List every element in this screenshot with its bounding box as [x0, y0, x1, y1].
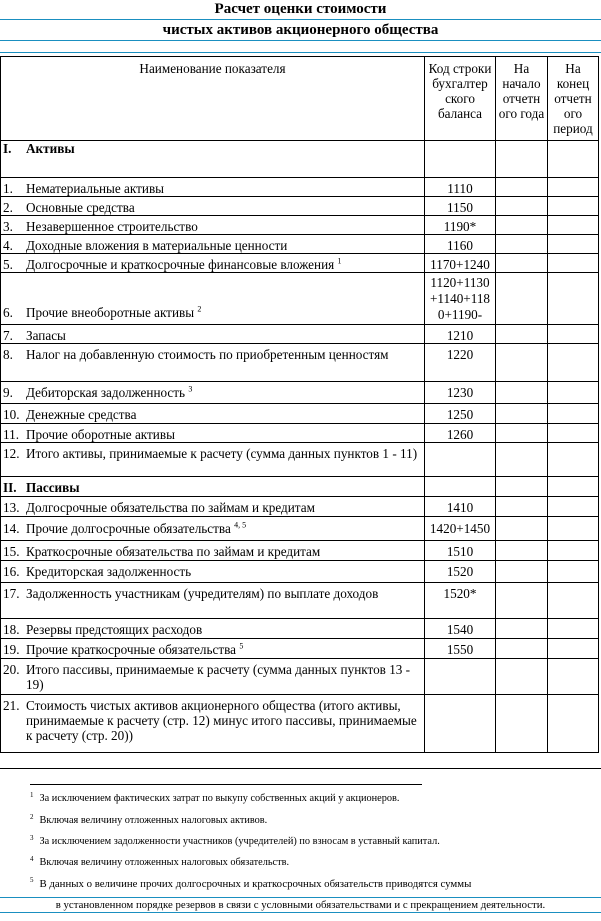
footnote-text: Включая величину отложенных налоговых обязательств. — [39, 857, 290, 868]
row-value-start[interactable] — [496, 517, 548, 541]
row-value-end[interactable] — [548, 659, 599, 695]
row-number: 7. — [3, 328, 13, 343]
row-value-start[interactable] — [496, 344, 548, 382]
row-code: 1540 — [425, 619, 496, 639]
row-label-text: Краткосрочные обязательства по займам и кредитам — [26, 544, 321, 559]
row-label-cell — [1, 517, 425, 541]
row-value-end[interactable] — [548, 695, 599, 753]
row-value-end[interactable] — [548, 273, 599, 325]
footnote-ref: 1 — [337, 256, 342, 266]
row-label — [26, 586, 422, 601]
row-label — [26, 500, 422, 515]
row-value-start[interactable] — [496, 541, 548, 561]
row-value-end[interactable] — [548, 235, 599, 254]
header-period-start: На начало отчетн ого года — [496, 57, 548, 141]
row-value-start[interactable] — [496, 197, 548, 216]
row-value-start[interactable] — [496, 216, 548, 235]
row-value-end[interactable] — [548, 178, 599, 197]
row-label — [26, 328, 422, 343]
table-bottom-rule — [0, 768, 601, 769]
row-label-cell — [1, 404, 425, 424]
row-value-start[interactable] — [496, 382, 548, 404]
footnote — [30, 878, 600, 891]
row-label-cell — [1, 254, 425, 273]
document-title — [0, 0, 601, 41]
row-value-start[interactable] — [496, 178, 548, 197]
table-row — [1, 541, 599, 561]
table-row — [1, 178, 599, 197]
row-label-cell — [1, 344, 425, 382]
row-code: 1420+1450 — [425, 517, 496, 541]
footnote — [30, 792, 600, 805]
table-row — [1, 344, 599, 382]
row-label-text: Итого пассивы, принимаемые к расчету (сумма данных пунктов 13 - 19) — [26, 662, 411, 692]
row-label-cell — [1, 141, 425, 178]
row-label-cell — [1, 443, 425, 477]
row-code — [425, 141, 496, 178]
header-line-code: Код строки бухгалтер ского баланса — [425, 57, 496, 141]
table-row — [1, 197, 599, 216]
row-code: 1250 — [425, 404, 496, 424]
row-code — [425, 659, 496, 695]
row-number: 1. — [3, 181, 13, 196]
row-value-start[interactable] — [496, 235, 548, 254]
row-number: 20. — [3, 662, 20, 677]
table-row — [1, 382, 599, 404]
row-label-text: Пассивы — [26, 480, 80, 495]
row-label-cell — [1, 325, 425, 344]
row-value-start[interactable] — [496, 254, 548, 273]
row-value-end[interactable] — [548, 254, 599, 273]
row-code: 1230 — [425, 382, 496, 404]
row-code: 1510 — [425, 541, 496, 561]
row-label-cell — [1, 695, 425, 753]
row-number: I. — [3, 141, 12, 156]
row-label — [26, 564, 422, 579]
row-code: 1520 — [425, 561, 496, 583]
row-label-text: Прочие оборотные активы — [26, 427, 175, 442]
table-row — [1, 619, 599, 639]
row-label — [26, 141, 422, 156]
row-number: 14. — [3, 521, 20, 536]
table-row — [1, 443, 599, 477]
row-number: 12. — [3, 446, 20, 461]
footnote-text: За исключением фактических затрат по выкупу собственных акций у акционеров. — [39, 793, 400, 804]
row-value-end[interactable] — [548, 344, 599, 382]
row-code: 1190* — [425, 216, 496, 235]
row-label-text: Прочие долгосрочные обязательства — [26, 521, 231, 536]
row-label — [26, 200, 422, 215]
table-row — [1, 659, 599, 695]
row-number: 21. — [3, 698, 20, 713]
row-value-end[interactable] — [548, 141, 599, 178]
row-label-text: Незавершенное строительство — [26, 219, 198, 234]
row-code — [425, 477, 496, 497]
row-value-end[interactable] — [548, 382, 599, 404]
row-label-text: Долгосрочные и краткосрочные финансовые вложения — [26, 257, 335, 272]
row-label-text: Кредиторская задолженность — [26, 564, 192, 579]
row-value-start[interactable] — [496, 583, 548, 619]
footnote-text: За исключением задолженности участников (учредителей) по взносам в уставный капитал. — [39, 836, 440, 847]
row-code: 1210 — [425, 325, 496, 344]
row-label-text: Задолженность участникам (учредителям) по выплате доходов — [26, 586, 379, 601]
row-label-cell — [1, 497, 425, 517]
row-value-end[interactable] — [548, 443, 599, 477]
footnote-continuation: в установленном порядке резервов в связи с условными обязательствами и с прекращением деятельности. — [0, 897, 601, 913]
row-value-start[interactable] — [496, 404, 548, 424]
table-header-row — [1, 57, 599, 141]
row-value-start[interactable] — [496, 659, 548, 695]
table-row — [1, 517, 599, 541]
row-label-text: Денежные средства — [26, 407, 137, 422]
row-number: 3. — [3, 219, 13, 234]
row-code — [425, 695, 496, 753]
row-label-cell — [1, 561, 425, 583]
row-label-cell — [1, 659, 425, 695]
row-label-text: Активы — [26, 141, 75, 156]
row-code: 1220 — [425, 344, 496, 382]
row-label — [26, 698, 422, 743]
row-number: 13. — [3, 500, 20, 515]
row-code: 1550 — [425, 639, 496, 659]
row-label-text: Резервы предстоящих расходов — [26, 622, 203, 637]
row-value-start[interactable] — [496, 325, 548, 344]
row-number: II. — [3, 480, 17, 495]
footnote-ref: 2 — [197, 304, 202, 314]
footnote-ref: 3 — [188, 384, 193, 394]
row-value-end[interactable] — [548, 561, 599, 583]
row-code: 1110 — [425, 178, 496, 197]
net-assets-table — [0, 56, 599, 753]
row-value-end[interactable] — [548, 541, 599, 561]
footnote-mark: 3 — [30, 833, 34, 842]
row-code: 1150 — [425, 197, 496, 216]
header-indicator-name: Наименование показателя — [1, 57, 425, 141]
table-row — [1, 404, 599, 424]
row-number: 6. — [3, 305, 13, 320]
row-value-end[interactable] — [548, 216, 599, 235]
table-row — [1, 141, 599, 178]
footnote-text: Включая величину отложенных налоговых активов. — [39, 815, 268, 826]
row-number: 9. — [3, 385, 13, 400]
row-label — [26, 347, 422, 362]
row-label — [26, 181, 422, 196]
row-label — [26, 257, 422, 272]
row-code: 1520* — [425, 583, 496, 619]
row-number: 18. — [3, 622, 20, 637]
row-code: 1170+1240 — [425, 254, 496, 273]
row-value-start[interactable] — [496, 477, 548, 497]
row-label — [26, 662, 422, 692]
row-label-text: Запасы — [26, 328, 66, 343]
header-period-end: На конец отчетн ого период — [548, 57, 599, 141]
footnote-text: В данных о величине прочих долгосрочных и краткосрочных обязательств приводятся суммы — [39, 878, 472, 890]
title-separator — [0, 52, 601, 53]
row-number: 2. — [3, 200, 13, 215]
row-value-start[interactable] — [496, 619, 548, 639]
row-label — [26, 544, 422, 559]
row-value-start[interactable] — [496, 639, 548, 659]
row-number: 10. — [3, 407, 20, 422]
row-number: 8. — [3, 347, 13, 362]
row-label-text: Доходные вложения в материальные ценности — [26, 238, 288, 253]
row-label-cell — [1, 178, 425, 197]
row-number: 15. — [3, 544, 20, 559]
row-value-start[interactable] — [496, 273, 548, 325]
table-row — [1, 424, 599, 443]
footnote-ref: 5 — [239, 641, 244, 651]
row-label-text: Налог на добавленную стоимость по приобретенным ценностям — [26, 347, 389, 362]
row-label-cell — [1, 382, 425, 404]
row-value-end[interactable] — [548, 404, 599, 424]
table-row — [1, 695, 599, 753]
row-label-text: Дебиторская задолженность — [26, 385, 186, 400]
row-code: 1120+1130+1140+1180+1190- — [425, 273, 496, 325]
footnote-mark: 4 — [30, 854, 34, 863]
row-label-text: Нематериальные активы — [26, 181, 165, 196]
row-label-cell — [1, 273, 425, 325]
row-label — [26, 446, 422, 461]
row-label-cell — [1, 235, 425, 254]
row-label — [26, 427, 422, 442]
row-label-text: Основные средства — [26, 200, 135, 215]
row-label — [26, 385, 422, 400]
table-row — [1, 477, 599, 497]
row-value-end[interactable] — [548, 197, 599, 216]
row-number: 4. — [3, 238, 13, 253]
row-code: 1410 — [425, 497, 496, 517]
row-label — [26, 642, 422, 657]
row-number: 16. — [3, 564, 20, 579]
footnote-mark: 5 — [30, 876, 34, 885]
row-value-end[interactable] — [548, 517, 599, 541]
title-line-1: Расчет оценки стоимости — [0, 0, 601, 20]
row-label-cell — [1, 541, 425, 561]
footnote — [30, 814, 600, 827]
row-label-cell — [1, 583, 425, 619]
row-value-end[interactable] — [548, 639, 599, 659]
table-row — [1, 561, 599, 583]
row-value-end[interactable] — [548, 325, 599, 344]
row-value-end[interactable] — [548, 424, 599, 443]
row-label-cell — [1, 424, 425, 443]
footnote — [30, 856, 600, 869]
row-value-end[interactable] — [548, 619, 599, 639]
row-number: 5. — [3, 257, 13, 272]
row-label — [26, 305, 422, 320]
row-value-start[interactable] — [496, 695, 548, 753]
row-label — [26, 521, 422, 536]
row-value-end[interactable] — [548, 583, 599, 619]
row-number: 19. — [3, 642, 20, 657]
row-label-cell — [1, 477, 425, 497]
row-label-cell — [1, 639, 425, 659]
table-row — [1, 254, 599, 273]
table-row — [1, 273, 599, 325]
row-value-end[interactable] — [548, 497, 599, 517]
row-value-start[interactable] — [496, 497, 548, 517]
row-label-text: Прочие краткосрочные обязательства — [26, 642, 237, 657]
row-label — [26, 622, 422, 637]
row-code — [425, 443, 496, 477]
table-row — [1, 583, 599, 619]
row-value-start[interactable] — [496, 141, 548, 178]
row-label-text: Прочие внеоборотные активы — [26, 305, 195, 320]
row-value-start[interactable] — [496, 424, 548, 443]
table-row — [1, 639, 599, 659]
row-label-text: Итого активы, принимаемые к расчету (сумма данных пунктов 1 - 11) — [26, 446, 418, 461]
row-number: 17. — [3, 586, 20, 601]
row-label — [26, 480, 422, 495]
row-value-end[interactable] — [548, 477, 599, 497]
footnote — [30, 835, 600, 848]
row-label — [26, 219, 422, 234]
row-value-start[interactable] — [496, 443, 548, 477]
row-code: 1160 — [425, 235, 496, 254]
title-line-2: чистых активов акционерного общества — [0, 20, 601, 41]
row-label-cell — [1, 197, 425, 216]
row-label-cell — [1, 216, 425, 235]
table-row — [1, 235, 599, 254]
footnote-ref: 4, 5 — [234, 520, 247, 530]
row-number: 11. — [3, 427, 19, 442]
row-code: 1260 — [425, 424, 496, 443]
table-row — [1, 497, 599, 517]
row-value-start[interactable] — [496, 561, 548, 583]
table-row — [1, 216, 599, 235]
footnote-mark: 1 — [30, 790, 34, 799]
row-label — [26, 238, 422, 253]
row-label — [26, 407, 422, 422]
table-row — [1, 325, 599, 344]
row-label-text: Долгосрочные обязательства по займам и кредитам — [26, 500, 315, 515]
footnote-separator — [30, 784, 422, 785]
row-label-text: Стоимость чистых активов акционерного общества (итого активы, принимаемые к расчету (стр. 12) минус итого пассивы, принимаемые к расчету (стр. 20)) — [26, 698, 417, 743]
row-label-cell — [1, 619, 425, 639]
footnote-mark: 2 — [30, 812, 34, 821]
